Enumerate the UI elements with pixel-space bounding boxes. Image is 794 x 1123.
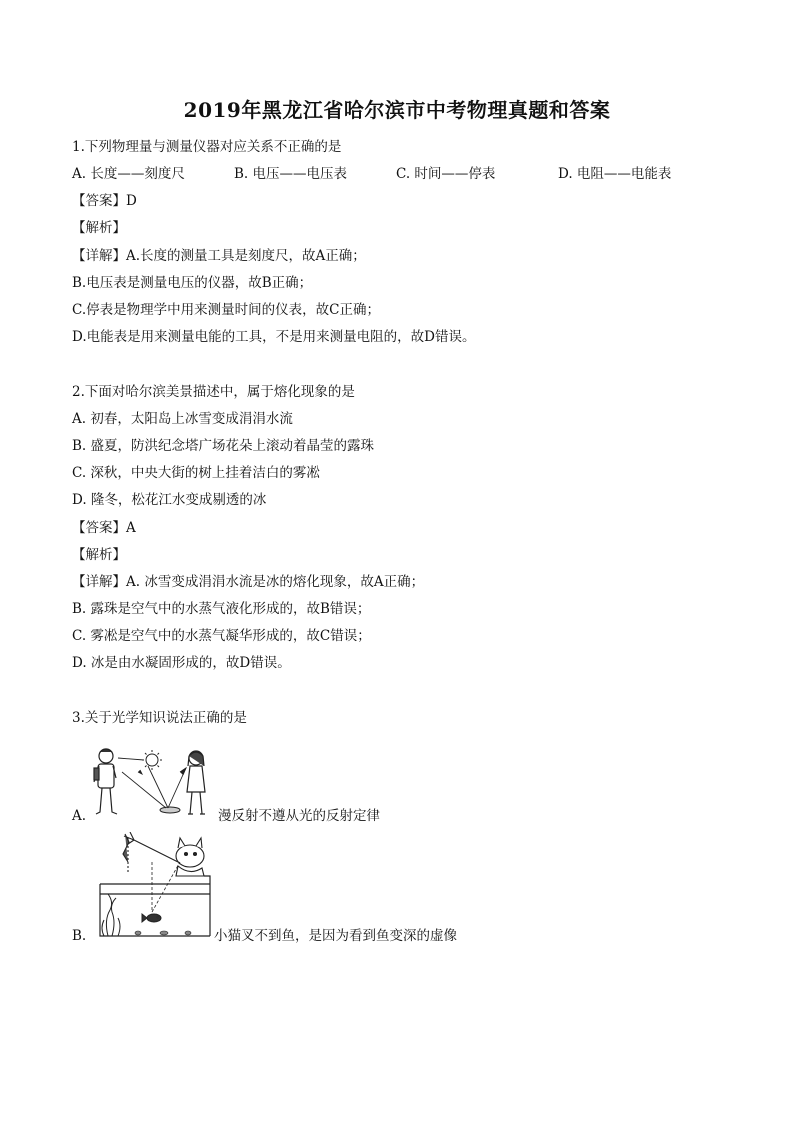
q3-option-b-text: 小猫叉不到鱼，是因为看到鱼变深的虚像	[214, 928, 457, 944]
q1-detail-b: B.电压表是测量电压的仪器，故B正确；	[72, 275, 313, 291]
q2-option-d: D. 隆冬，松花江水变成剔透的冰	[72, 492, 267, 508]
q3-option-a-letter: A.	[72, 808, 87, 824]
q1-detail-d: D.电能表是用来测量电能的工具，不是用来测量电阻的，故D错误。	[72, 329, 476, 345]
q1-option-b: B. 电压——电压表	[234, 166, 348, 182]
q1-option-a: A. 长度——刻度尺	[72, 166, 185, 182]
q2-option-c: C. 深秋，中央大街的树上挂着洁白的雾凇	[72, 465, 320, 481]
q2-detail-d: D. 冰是由水凝固形成的，故D错误。	[72, 655, 291, 671]
q1-detail-c: C.停表是物理学中用来测量时间的仪表，故C正确；	[72, 302, 380, 318]
q2-analysis-label: 【解析】	[72, 547, 126, 563]
cat-figure	[176, 838, 204, 876]
q2-detail-b: B. 露珠是空气中的水蒸气液化形成的，故B错误；	[72, 601, 371, 617]
fishing-spear	[123, 832, 178, 872]
q1-option-d: D. 电阻——电能表	[558, 166, 672, 182]
q1-stem: 1.下列物理量与测量仪器对应关系不正确的是	[72, 139, 342, 155]
q1-option-c: C. 时间——停表	[396, 166, 496, 182]
seaweed	[102, 894, 120, 936]
diffuse-reflection-illustration	[90, 742, 214, 824]
q1-detail-a: 【详解】A.长度的测量工具是刻度尺，故A正确；	[72, 248, 366, 264]
q1-analysis-label: 【解析】	[72, 220, 126, 236]
fish-icon	[142, 914, 161, 922]
q3-option-a-text: 漫反射不遵从光的反射定律	[218, 808, 380, 824]
q2-option-b: B. 盛夏，防洪纪念塔广场花朵上滚动着晶莹的露珠	[72, 438, 375, 454]
q3-stem: 3.关于光学知识说法正确的是	[72, 710, 247, 726]
q2-option-a: A. 初春，太阳岛上冰雪变成涓涓水流	[72, 411, 293, 427]
pebbles	[135, 931, 191, 935]
q3-option-b-letter: B.	[72, 928, 87, 944]
sun-icon	[142, 750, 162, 770]
page-title: 2019年黑龙江省哈尔滨市中考物理真题和答案	[183, 98, 611, 122]
q2-detail-a: 【详解】A. 冰雪变成涓涓水流是冰的熔化现象，故A正确；	[72, 574, 425, 590]
q1-answer: 【答案】D	[72, 193, 137, 209]
girl-figure	[187, 751, 205, 814]
q2-answer: 【答案】A	[72, 520, 136, 536]
boy-figure	[94, 749, 117, 814]
cat-fishing-illustration	[98, 832, 212, 940]
reflecting-surface	[160, 807, 180, 813]
q2-stem: 2.下面对哈尔滨美景描述中，属于熔化现象的是	[72, 384, 355, 400]
sight-line	[152, 862, 180, 912]
q2-detail-c: C. 雾凇是空气中的水蒸气凝华形成的，故C错误；	[72, 628, 371, 644]
